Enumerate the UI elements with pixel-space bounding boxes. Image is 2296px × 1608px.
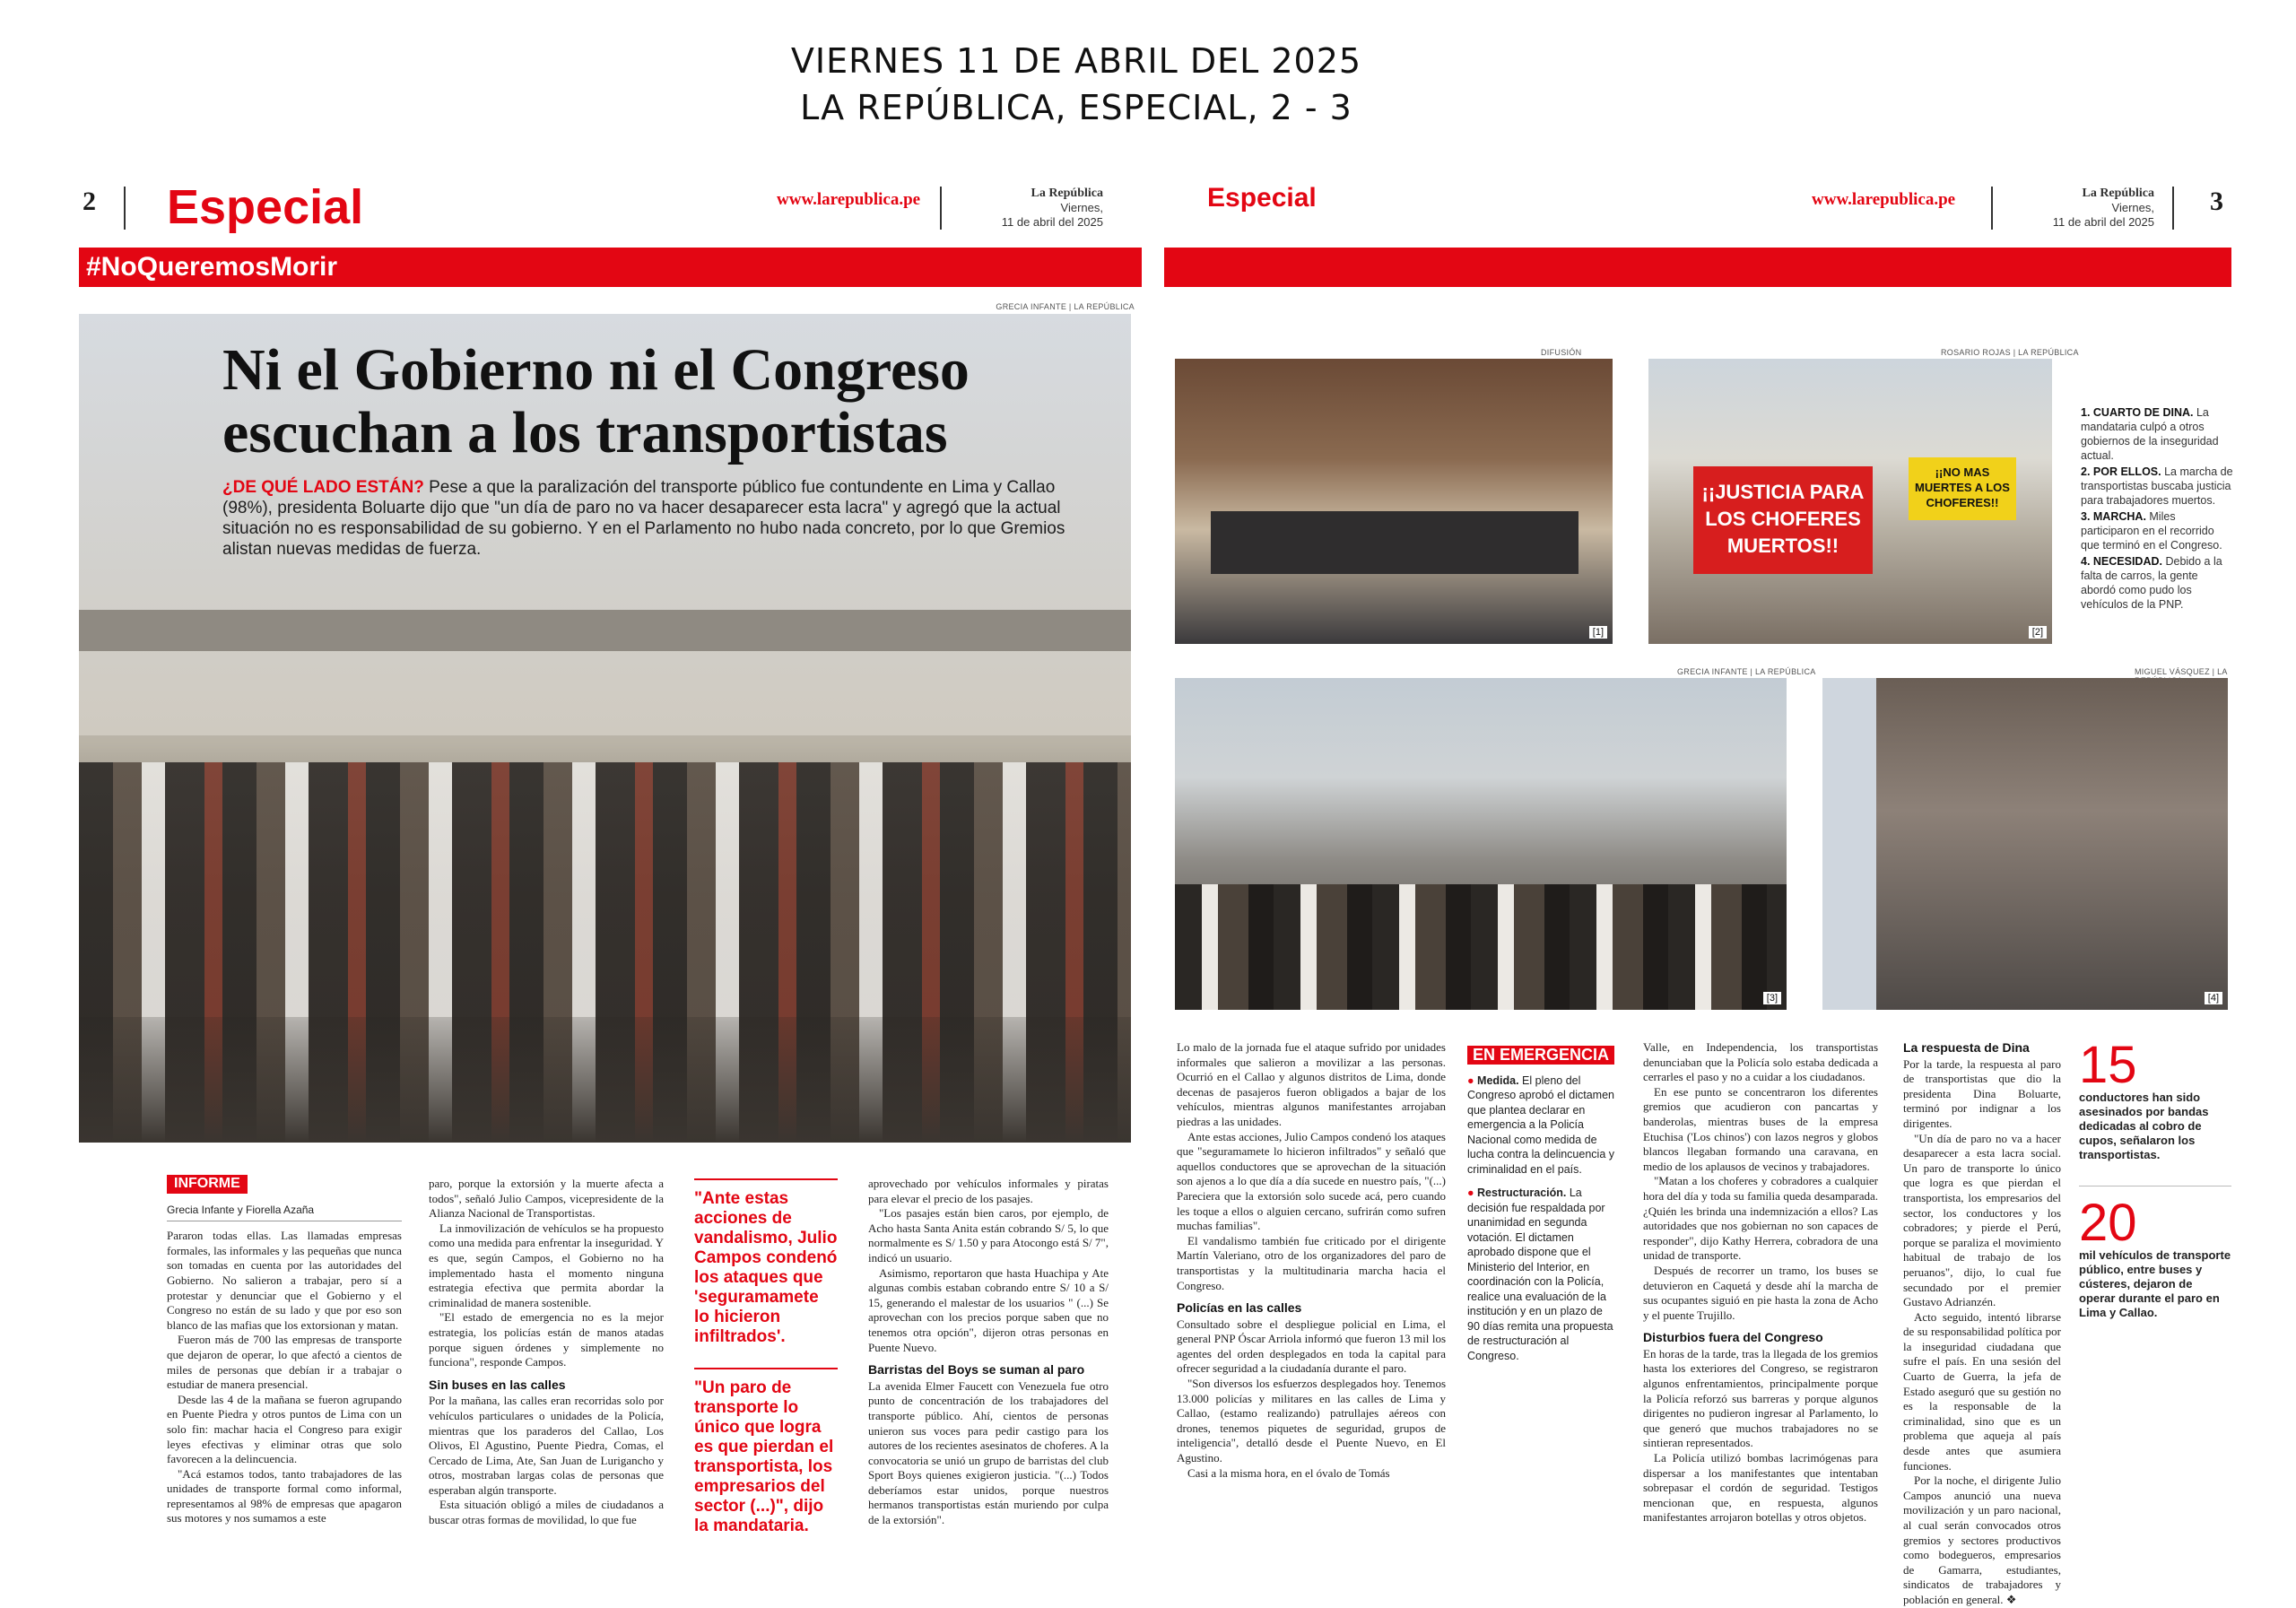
paragraph: paro, porque la extorsión y la muerte afecta a todos", señaló Julio Campos, vicepresidente de la Alianza Nacional de Transportistas. xyxy=(429,1177,664,1221)
subheading: La respuesta de Dina xyxy=(1903,1040,2030,1055)
article-column-d xyxy=(1903,1040,2061,1608)
subheading: Sin buses en las calles xyxy=(429,1377,566,1392)
section-tag: INFORME xyxy=(167,1175,248,1194)
page-number: 2 xyxy=(83,187,96,216)
hashtag-bar xyxy=(79,248,1142,287)
hero-photo xyxy=(79,314,1131,1143)
paragraph: "El estado de emergencia no es la mejor estrategia, los policías están de manos atadas porque siguen órdenes y simplemente no funciona", responde Campos. xyxy=(429,1310,664,1369)
photo-crowded-vehicle xyxy=(1822,678,2228,1010)
legend-label: 3. MARCHA. xyxy=(2081,510,2146,523)
section-title: Especial xyxy=(1207,183,1317,213)
photo-credit: GRECIA INFANTE | LA REPÚBLICA xyxy=(996,302,1135,311)
paragraph: Por la mañana, las calles eran recorridas solo por vehículos particulares o unidades de la Policía, mientras que los paraderos del Callao, Los Olivos, El Agustino, Puente Piedra, Comas, el Cercado de Lima, Ate, San Juan de Lurigancho y otros, mostraban largas colas de personas que esperaban algún transporte. xyxy=(429,1394,664,1497)
paper-day: Viernes, xyxy=(2111,201,2154,214)
paper-name: La República xyxy=(2082,187,2154,200)
paragraph: Por la tarde, la respuesta al paro de transportistas que dio la presidenta Dina Boluarte, terminó por indignar a los dirigentes. xyxy=(1903,1056,2061,1130)
page-number: 3 xyxy=(2210,187,2223,216)
box-item-label: Restructuración. xyxy=(1477,1186,1567,1199)
paragraph: Pararon todas ellas. Las llamadas empresas formales, las informales y las pequeñas que nunca son tomadas en cuenta por las autoridades del Gobierno. No salieron a trabajar, pero sí a protestar y denunciar que el Gobierno y el Congreso no están de su lado y que por eso son blanco de las mafias que los extorsionan y matan. xyxy=(167,1229,402,1332)
photo-bridge xyxy=(79,610,1131,651)
photo-number: [1] xyxy=(1589,626,1607,639)
byline: Grecia Infante y Fiorella Azaña xyxy=(167,1203,402,1222)
lead-paragraph xyxy=(222,477,1065,560)
photo-number: [2] xyxy=(2029,626,2047,639)
paragraph: "Un día de paro no va a hacer desaparecer a esta lacra social. Un paro de transporte lo único que logra es que pierdan el transportista, los empresarios del sector, los conductores y los cobradores; y pierde el Perú, porque se paraliza el movimiento habitual de trabajo de los peruanos", dijo, lo cual fue secundado por el premier Gustavo Adrianzén. xyxy=(1903,1131,2061,1309)
paragraph: Fueron más de 700 las empresas de transporte que dejaron de operar, lo que afectó a cientos de miles de personas que debían ir a trabajar o estudiar de manera presencial. xyxy=(167,1333,402,1392)
section-bar xyxy=(1164,248,2231,287)
paper-day: Viernes, xyxy=(1060,201,1103,214)
paragraph: Lo malo de la jornada fue el ataque sufrido por unidades informales que salieron a movilizar a las personas. Ocurrió en el Callao y algunos distritos de Lima, donde decenas de pasajeros fueron obligados a bajar de los vehículos, mientras algunos manifestantes arrojaban piedras a las unidades. xyxy=(1177,1040,1446,1128)
divider xyxy=(1991,187,1993,230)
emergency-box xyxy=(1467,1046,1618,1363)
legend-item xyxy=(2081,554,2233,612)
legend-text: Miles participaron en el recorrido que terminó en el Congreso. xyxy=(2081,510,2222,552)
photo-street xyxy=(79,1017,1131,1143)
stat-number: 20 xyxy=(2079,1194,2137,1252)
paragraph: Consultado sobre el despliegue policial en Lima, el general PNP Óscar Arriola informó que fueron 13 mil los agentes del orden desplegados en toda la capital para ofrecer seguridad a la ciudadanía durante el paro. xyxy=(1177,1317,1446,1376)
paper-date: 11 de abril del 2025 xyxy=(1001,215,1103,229)
photo-credit: GRECIA INFANTE | LA REPÚBLICA xyxy=(1677,667,1816,676)
legend-label: 4. NECESIDAD. xyxy=(2081,555,2162,568)
section-title: Especial xyxy=(167,180,364,234)
paragraph: Asimismo, reportaron que hasta Huachipa y Ate algunas combis estaban cobrando entre S/ 10 a S/ 15, generando el malestar de los usuarios " (...) Se aprovechan con los precios porque saben que no tenemos otra opción", dijeron otras personas en Puente Nuevo. xyxy=(868,1265,1109,1354)
stat-number: 15 xyxy=(2079,1036,2137,1094)
page-3 xyxy=(1164,179,2240,1606)
paragraph: Desde las 4 de la mañana se fueron agrupando en Puente Piedra y otros puntos de Lima con un solo fin: machar hacia el Congreso para exigir leyes efectivas y eliminar otras que solo favorecen a la delincuencia. xyxy=(167,1392,402,1466)
divider xyxy=(2172,187,2174,230)
box-item-text: El pleno del Congreso aprobó el dictamen que plantea declarar en emergencia a la Policía Nacional como medida de lucha contra la delincuencia y criminalidad en el país. xyxy=(1467,1073,1614,1176)
lead-text: Pese a que la paralización del transporte público fue contundente en Lima y Callao (98%), presidenta Boluarte dijo que "un día de paro no va hacer desaparecer esta lacra" y agregó que la actual situación no es responsabilidad de su gobierno. Y en el Parlamento no hubo nada concreto, por lo que Gremios alistan nuevas medidas de fuerza. xyxy=(222,478,1065,559)
paragraph: aprovechado por vehículos informales y piratas para elevar el precio de los pasajes. xyxy=(868,1177,1109,1205)
article-column-1 xyxy=(167,1175,402,1526)
protest-banner: ¡¡JUSTICIA PARA LOS CHOFERES MUERTOS!! xyxy=(1693,466,1873,574)
photo-credit: MIGUEL VÁSQUEZ | LA xyxy=(2135,667,2228,676)
stat-text: mil vehículos de transporte público, entre buses y cústeres, dejaron de operar durante el paro en Lima y Callao. xyxy=(2079,1248,2231,1319)
photo-march-street xyxy=(1175,678,1787,1010)
subheading: Policías en las calles xyxy=(1177,1300,1302,1316)
box-item: ● Medida. El pleno del Congreso aprobó el dictamen que plantea declarar en emergencia a la Policía Nacional como medida de lucha contra la delincuencia y criminalidad en el país. xyxy=(1467,1073,1614,1176)
paper-info xyxy=(976,187,1103,230)
masthead-left xyxy=(79,179,1142,242)
stat-box xyxy=(2079,1036,2231,1162)
photo-number: [3] xyxy=(1763,992,1781,1004)
photo-number: [4] xyxy=(2205,992,2222,1004)
paragraph: El vandalismo también fue criticado por el dirigente Martín Valeriano, otro de los organizadores del paro de transportistas y la multitudinaria marcha hacia el Congreso. xyxy=(1177,1233,1446,1292)
box-title: EN EMERGENCIA xyxy=(1467,1046,1614,1065)
article-column-4 xyxy=(868,1177,1109,1528)
paragraph: Casi a la misma hora, en el óvalo de Tomás xyxy=(1187,1465,1390,1480)
photo-credit: ROSARIO ROJAS | LA REPÚBLICA xyxy=(1941,348,2079,357)
paragraph: "Son diversos los esfuerzos desplegados hoy. Tenemos 13.000 policías y militares en las calles de Lima y Callao, (estamo realizando) patrullajes aéreos con drones, tenemos piquetes de seguridad, grupos de inteligencia", detalló desde el Puente Nuevo, en El Agustino. xyxy=(1177,1377,1446,1465)
divider xyxy=(940,187,942,230)
paragraph: "Acá estamos todos, tanto trabajadores de las unidades de transporte formal como informal, representamos al 98% de empresas que apagaron sus motores y nos sumamos a este xyxy=(167,1466,402,1525)
paper-name: La República xyxy=(1031,187,1103,200)
paragraph: La inmovilización de vehículos se ha propuesto como una medida para enfrentar la inseguridad. Y es que, según Campos, el Gobierno no ha implementado hasta el momento ninguna estrategia efectiva que permita abordar la criminalidad de manera sostenible. xyxy=(429,1221,664,1309)
scan-caption xyxy=(0,38,2152,131)
masthead-right xyxy=(1164,179,2240,242)
paragraph: Por la noche, el dirigente Julio Campos anunció una nueva movilización y un paro nacional, al cual serán convocados otros gremios y sectores productivos como bodegueros, empresarios de Gamarra, estudiantes, sindicatos de trabajadores y población en general. ❖ xyxy=(1903,1473,2061,1606)
paragraph: En ese punto se concentraron los diferentes gremios que acudieron con pancartas y banderolas, mientras buses de la empresa Etuchisa ('Los chinos') con lazos negros y globos blancos llegaban formando una caravana, en medio de los aplausos de vecinos y trabajadores. xyxy=(1643,1084,1878,1173)
stat-text: conductores han sido asesinados por bandas dedicadas al cobro de cupos, señalaron los transportistas. xyxy=(2079,1091,2209,1161)
page-2 xyxy=(79,179,1142,1560)
pull-quote: "Un paro de transporte lo único que logra es que pierdan el transportista, los empresarios del sector (...)", dijo la mandataria. xyxy=(694,1368,838,1536)
paragraph: Después de recorrer un tramo, los buses se detuvieron en Caquetá y desde ahí la marcha de sus ocupantes siguió en pie hasta la zona de Acho y el puente Trujillo. xyxy=(1643,1263,1878,1322)
subheading: Disturbios fuera del Congreso xyxy=(1643,1330,1823,1345)
paragraph: En horas de la tarde, tras la llegada de los gremios hasta los exteriores del Congreso, se registraron algunos enfrentamientos, principalmente porque la Policía reforzó sus barreras y porque algunos dirigentes no pudieron ingresar al Parlamento, lo que generó que muchos trabajadores no se sintieran representados. xyxy=(1643,1346,1878,1450)
paragraph: Acto seguido, intentó librarse de su responsabilidad política por la inseguridad ciudadana que sufre el país. En una sesión del Cuarto de Guerra, la jefa de Estado aseguró que su gestión no es la responsable de la criminalidad, sino que es un problema que aqueja al país desde antes que asumiera funciones. xyxy=(1903,1309,2061,1473)
paragraph: Valle, en Independencia, los transportistas denunciaban que la Policía solo estaba dedicada a cerrarles el paso y no a cuidar a los ciudadanos. xyxy=(1643,1040,1878,1084)
hashtag: #NoQueremosMorir xyxy=(86,252,338,282)
paper-info xyxy=(2029,187,2154,230)
caption-source: LA REPÚBLICA, ESPECIAL, 2 - 3 xyxy=(800,88,1352,127)
photo-door-frame xyxy=(1822,678,1876,1010)
legend-item xyxy=(2081,465,2233,508)
caption-date: VIERNES 11 DE ABRIL DEL 2025 xyxy=(790,41,1362,81)
paragraph: La avenida Elmer Faucett con Venezuela fue otro punto de concentración de los trabajadores del transporte público. Ahí, cientos de personas unieron sus voces para pedir castigo para los autores de los recientes asesinatos de choferes. A la convocatoria se unió un grupo de barristas del club Sport Boys quienes exigieron justicia. "(...) Todos deberíamos estar unidos, porque nuestros hermanos transportistas están muriendo por culpa de la extorsión". xyxy=(868,1378,1109,1527)
box-item: ● Restructuración. La decisión fue respaldada por unanimidad en segunda votación. El dictamen aprobado dispone que el Ministerio del Interior, en coordinación con la Policía, realice una evaluación de la institución y en un plazo de 90 días remita una propuesta de restructuración al Congreso. xyxy=(1467,1186,1613,1362)
photo-table xyxy=(1211,511,1578,574)
site-link[interactable]: www.larepublica.pe xyxy=(1812,190,1956,209)
photo-crowd xyxy=(1175,884,1787,1010)
box-item-text: La decisión fue respaldada por unanimidad en segunda votación. El dictamen aprobado dispone que el Ministerio del Interior, en coordinación con la Policía, realice una evaluación de la institución y en un plazo de 90 días remita una propuesta de restructuración al Congreso. xyxy=(1467,1186,1613,1362)
legend-label: 2. POR ELLOS. xyxy=(2081,465,2161,478)
article-column-2 xyxy=(429,1177,664,1528)
pull-quote: "Ante estas acciones de vandalismo, Julio Campos condenó los ataques que 'seguramamete lo hicieron infiltrados'. xyxy=(694,1178,838,1347)
stat-box xyxy=(2079,1194,2231,1320)
photo-credit: DIFUSIÓN xyxy=(1541,348,1582,357)
paragraph: La Policía utilizó bombas lacrimógenas para dispersar a los manifestantes que intentaban sobrepasar el cordón de seguridad. Testigos mencionan que, en respuesta, algunos manifestantes arrojaron botellas y otros objetos. xyxy=(1643,1451,1878,1525)
site-link[interactable]: www.larepublica.pe xyxy=(777,190,921,209)
legend-text: La marcha de transportistas buscaba justicia para trabajadores muertos. xyxy=(2081,465,2233,507)
article-column-a xyxy=(1177,1040,1446,1481)
protest-banner: ¡¡NO MAS MUERTES A LOS CHOFERES!! xyxy=(1909,457,2016,520)
photo-legend xyxy=(2081,405,2233,613)
legend-item xyxy=(2081,405,2233,463)
paragraph: "Matan a los choferes y cobradores a cualquier hora del día y toda su familia queda desamparada. ¿Quién les brinda una indemnización a ellos? Las autoridades que nos gobiernan no son capaces de responder", dijo Kathy Herrera, cobradora de una unidad de transporte. xyxy=(1643,1174,1878,1263)
article-column-c xyxy=(1643,1040,1878,1525)
legend-text: Debido a la falta de carros, la gente abordó como pudo los vehículos de la PNP. xyxy=(2081,555,2222,611)
paragraph: Ante estas acciones, Julio Campos condenó los ataques que "seguramamete lo hicieron infiltrados" y señaló que aquellos conductores que se aprovechan de la situación son ajenos a lo que día a día sucede en nuestro país, "(...) Pareciera que la extorsión solo sucede acá, pero cuando les toque a ellos o alguien cercano, sufrirán como sufren muchas familias". xyxy=(1177,1129,1446,1233)
headline: Ni el Gobierno ni el Congreso escuchan a los transportistas xyxy=(222,337,970,465)
paper-date: 11 de abril del 2025 xyxy=(2052,215,2154,229)
paragraph: Esta situación obligó a miles de ciudadanos a buscar otras formas de movilidad, lo que fue xyxy=(429,1498,664,1527)
lead-kicker: ¿DE QUÉ LADO ESTÁN? xyxy=(222,478,424,497)
legend-label: 1. CUARTO DE DINA. xyxy=(2081,406,2194,419)
legend-item xyxy=(2081,509,2233,552)
legend-text: La mandataria culpó a otros gobiernos de la inseguridad actual. xyxy=(2081,406,2219,462)
photo-cabinet-meeting xyxy=(1175,359,1613,644)
subheading: Barristas del Boys se suman al paro xyxy=(868,1362,1085,1378)
divider xyxy=(124,187,126,230)
box-item-label: Medida. xyxy=(1477,1073,1519,1087)
paragraph: "Los pasajes están bien caros, por ejemplo, de Acho hasta Santa Anita están cobrando S/ 5, lo que normalmente es S/ 1.50 y para Atocongo está S/ 7", indicó un usuario. xyxy=(868,1206,1109,1265)
photo-march-banners xyxy=(1648,359,2052,644)
